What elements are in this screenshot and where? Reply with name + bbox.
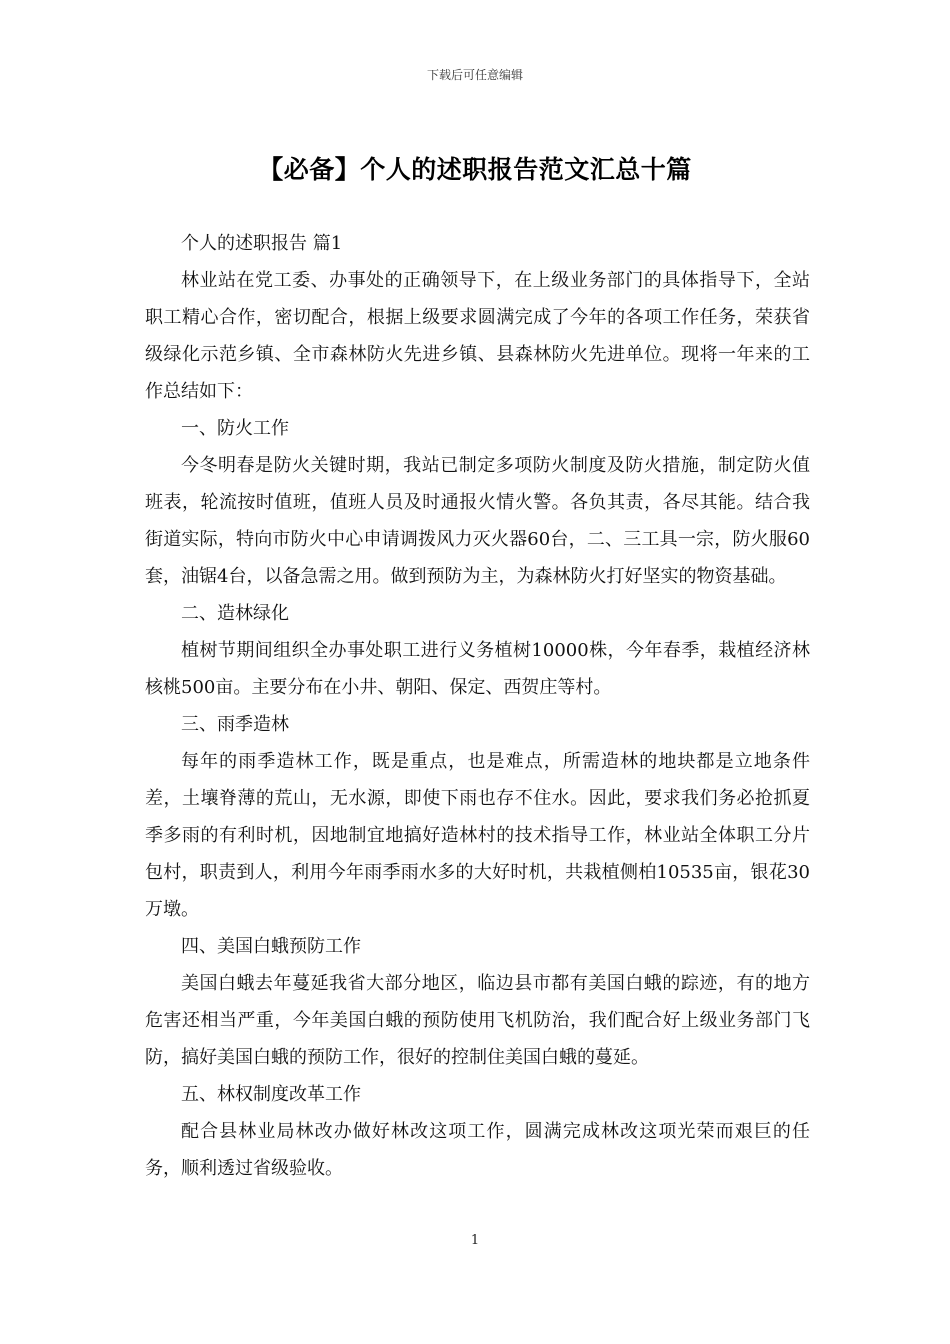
intro-paragraph: 林业站在党工委、办事处的正确领导下，在上级业务部门的具体指导下，全站职工精心合作，密切配合，根据上级要求圆满完成了今年的各项工作任务，荣获省级绿化示范乡镇、全市森林防火先进乡镇、县森林防火先进单位。现将一年来的工作总结如下： (145, 270, 810, 402)
page-number: 1 (470, 1233, 480, 1248)
section-body-rainy-season-planting: 每年的雨季造林工作，既是重点，也是难点，所需造林的地块都是立地条件差，土壤脊薄的荒山，无水源，即使下雨也存不住水。因此，要求我们务必抢抓夏季多雨的有利时机，因地制宜地搞好造林村的技术指导工作，林业站全体职工分片包村，职责到人，利用今年雨季雨水多的大好时机，共栽植侧柏10535亩，银花30万墩。 (145, 751, 810, 920)
section-heading-afforestation: 二、造林绿化 (181, 603, 289, 624)
header-note: 下载后可任意编辑 (426, 68, 523, 82)
document-body (145, 225, 810, 1187)
section-body-white-moth-prevention: 美国白蛾去年蔓延我省大部分地区，临边县市都有美国白蛾的踪迹，有的地方危害还相当严重，今年美国白蛾的预防使用飞机防治，我们配合好上级业务部门飞防，搞好美国白蛾的预防工作，很好的控制住美国白蛾的蔓延。 (145, 973, 810, 1068)
section-heading-forest-rights-reform: 五、林权制度改革工作 (181, 1084, 361, 1105)
section-body-fire-prevention: 今冬明春是防火关键时期，我站已制定多项防火制度及防火措施，制定防火值班表，轮流按时值班，值班人员及时通报火情火警。各负其责，各尽其能。结合我街道实际，特向市防火中心申请调拨风力灭火器60台，二、三工具一宗，防火服60套，油锯4台，以备急需之用。做到预防为主，为森林防火打好坚实的物资基础。 (145, 455, 810, 587)
section-heading-white-moth-prevention: 四、美国白蛾预防工作 (181, 936, 361, 957)
section-heading-fire-prevention: 一、防火工作 (181, 418, 289, 439)
section-heading-rainy-season-planting: 三、雨季造林 (181, 714, 289, 735)
document-title: 【必备】个人的述职报告范文汇总十篇 (258, 155, 692, 184)
report-subtitle: 个人的述职报告 篇1 (181, 233, 343, 254)
section-body-forest-rights-reform: 配合县林业局林改办做好林改这项工作，圆满完成林改这项光荣而艰巨的任务，顺利透过省级验收。 (145, 1121, 810, 1179)
section-body-afforestation: 植树节期间组织全办事处职工进行义务植树10000株，今年春季，栽植经济林核桃500亩。主要分布在小井、朝阳、保定、西贺庄等村。 (145, 640, 810, 698)
